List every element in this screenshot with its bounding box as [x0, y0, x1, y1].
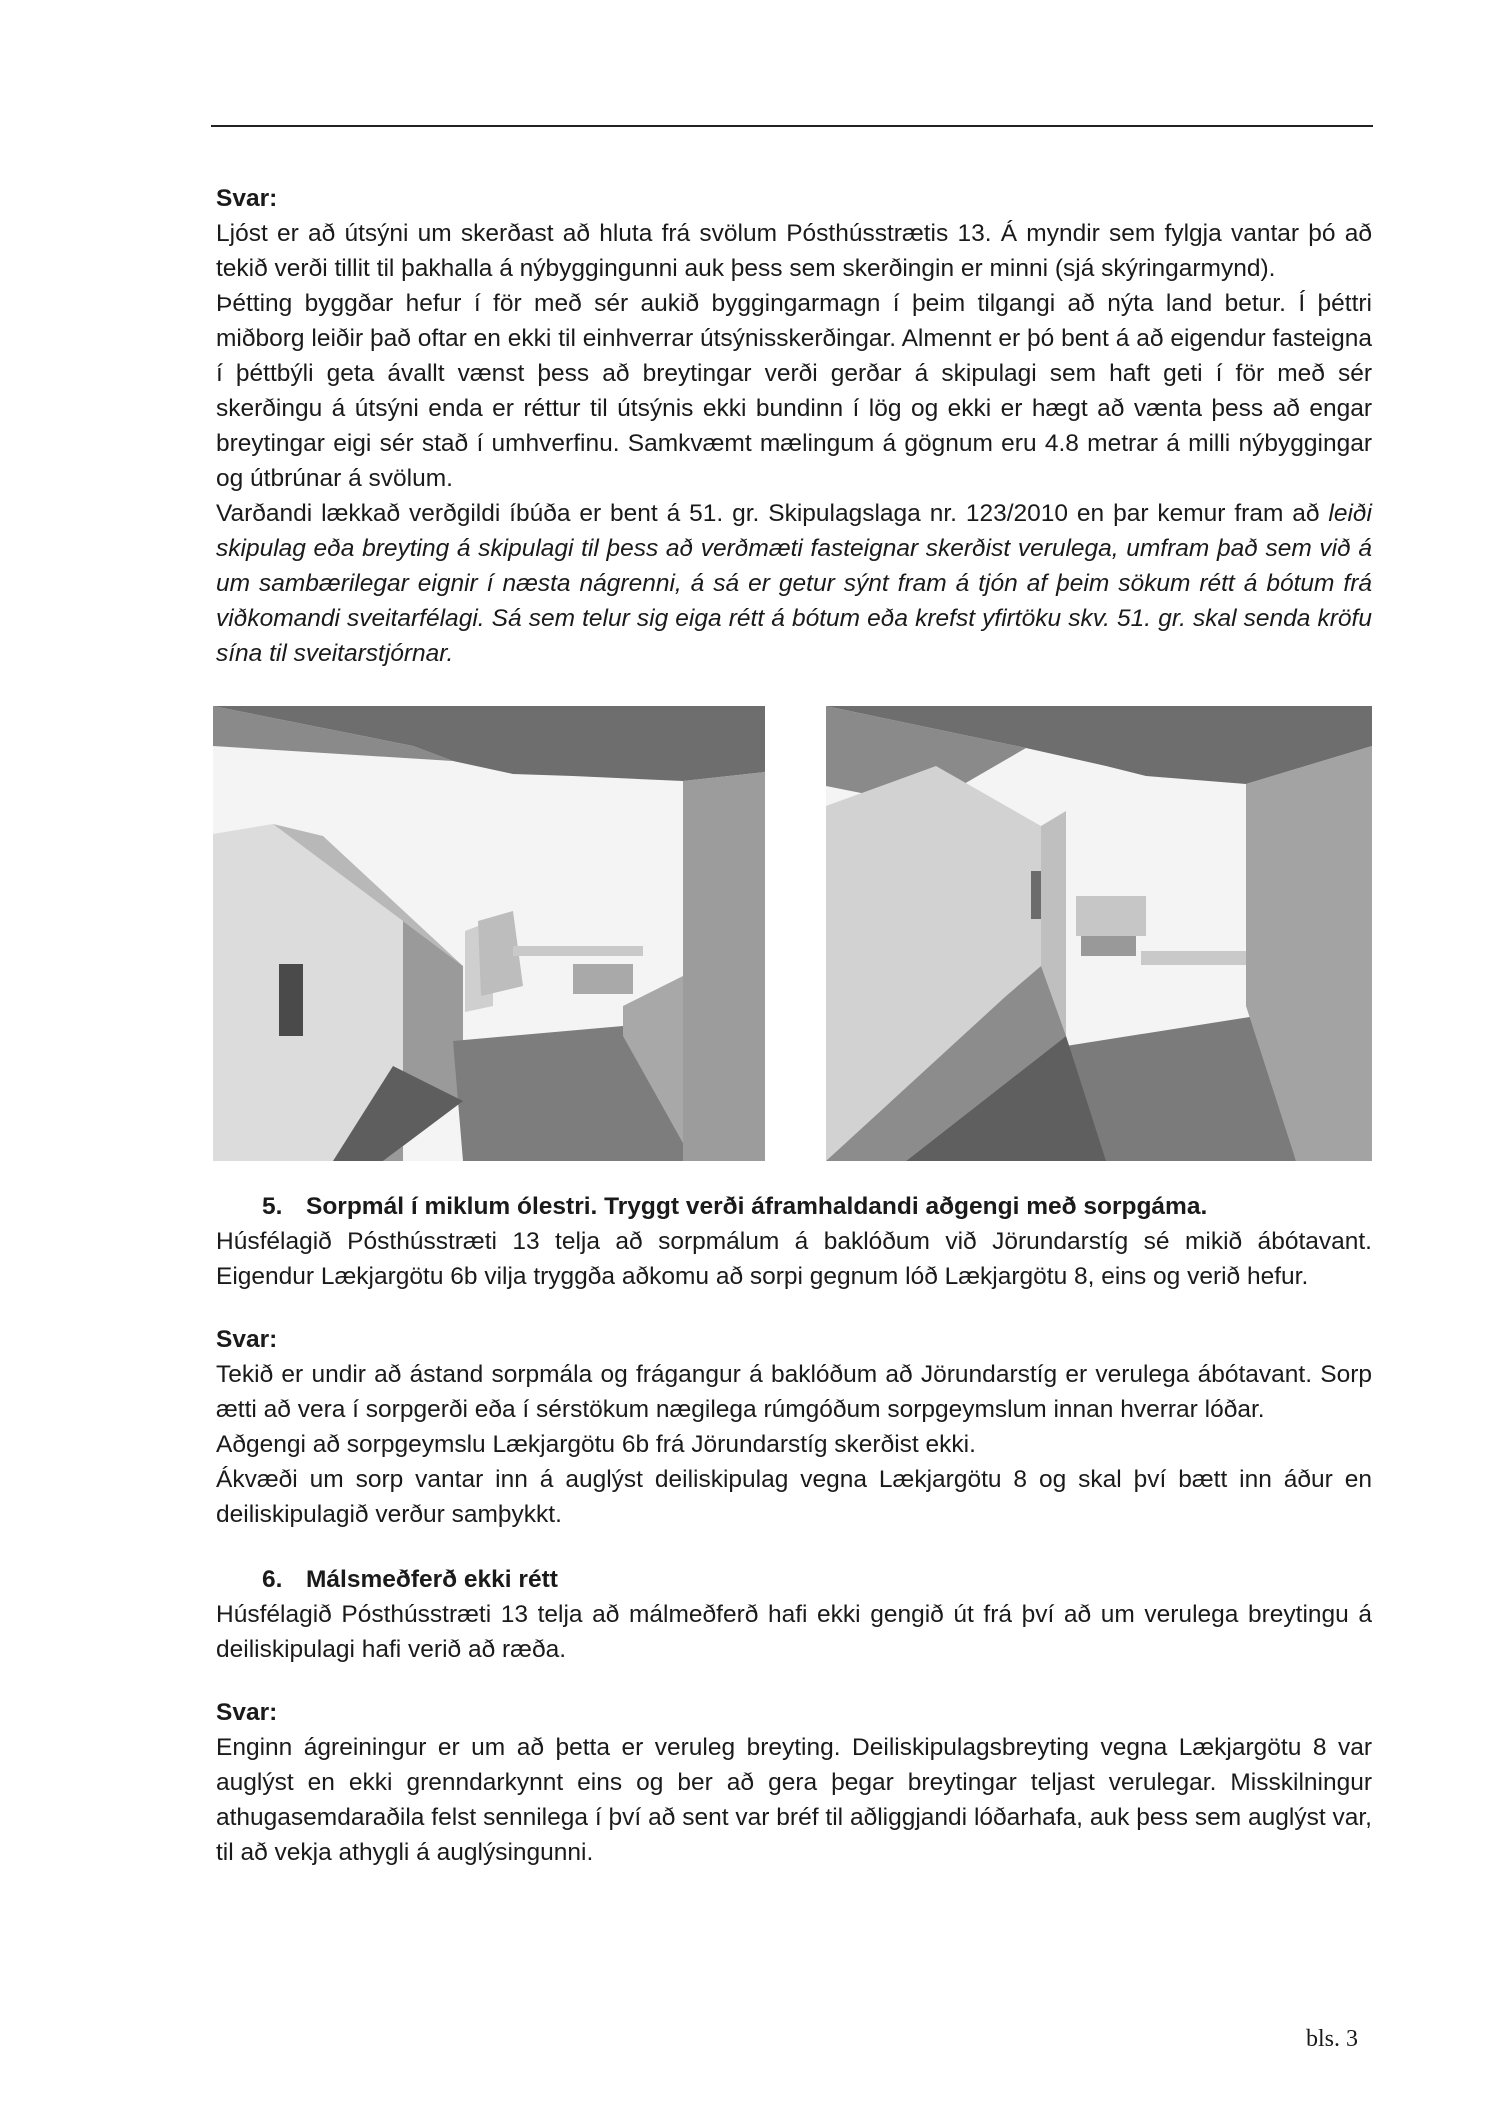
item5-body — [216, 1224, 1372, 1294]
street-view-rendering-left — [213, 706, 765, 1161]
paragraph: Húsfélagið Pósthússtræti 13 telja að málmeðferð hafi ekki gengið út frá því að um verulega breytingu á deiliskipulagi hafi verið að ræða. — [216, 1601, 1372, 1663]
street-view-rendering-right — [826, 706, 1372, 1161]
item5-answer — [216, 1322, 1372, 1532]
header-rule — [211, 125, 1373, 127]
paragraph: Húsfélagið Pósthússtræti 13 telja að sorpmálum á baklóðum við Jörundarstíg sé mikið ábótavant. Eigendur Lækjargötu 6b vilja tryggða aðkomu að sorpi gegnum lóð Lækjargötu 8, eins og verið hefur. — [216, 1228, 1372, 1290]
paragraph — [216, 496, 1372, 671]
item-title: Málsmeðferð ekki rétt — [306, 1566, 558, 1593]
paragraph: Tekið er undir að ástand sorpmála og frágangur á baklóðum að Jörundarstíg er verulega ábótavant. Sorp ætti að vera í sorpgerði eða í sérstökum nægilega rúmgóðum sorpgeymslum innan hverrar lóðar. — [216, 1361, 1372, 1423]
answer-heading: Svar: — [216, 1326, 278, 1353]
paragraph: Aðgengi að sorpgeymslu Lækjargötu 6b frá Jörundarstíg skerðist ekki. — [216, 1431, 976, 1458]
page-number: bls. 3 — [1306, 2026, 1359, 2052]
item-number: 6. — [262, 1566, 283, 1593]
paragraph: Ljóst er að útsýni um skerðast að hluta frá svölum Pósthússtrætis 13. Á myndir sem fylgja vantar þó að tekið verði tillit til þakhalla á nýbyggingunni auk þess sem skerðingin er minni (sjá skýringarmynd). — [216, 220, 1372, 282]
answer-heading: Svar: — [216, 1699, 278, 1726]
item6-answer — [216, 1695, 1372, 1870]
answer-heading: Svar: — [216, 185, 278, 212]
law-quote: leiði skipulag eða breyting á skipulagi til þess að verðmæti fasteignar skerðist verulega, umfram það sem við á um sambærilegar eignir í næsta nágrenni, á sá er getur sýnt fram á tjón af þeim sökum rétt á bótum frá viðkomandi sveitarfélagi. Sá sem telur sig eiga rétt á bótum eða krefst yfirtöku skv. 51. gr. skal senda kröfu sína til sveitarstjórnar. — [216, 500, 1372, 667]
item-title: Sorpmál í miklum ólestri. Tryggt verði áframhaldandi aðgengi með sorpgáma. — [306, 1193, 1208, 1220]
paragraph: Ákvæði um sorp vantar inn á auglýst deiliskipulag vegna Lækjargötu 8 og skal því bætt inn áður en deiliskipulagið verður samþykkt. — [216, 1466, 1372, 1528]
item-number: 5. — [262, 1193, 283, 1220]
paragraph: Þétting byggðar hefur í för með sér aukið byggingarmagn í þeim tilgangi að nýta land betur. Í þéttri miðborg leiðir það oftar en ekki til einhverrar útsýnisskerðingar. Almennt er þó bent á að eigendur fasteigna í þéttbýli geta ávallt vænst þess að breytingar verði gerðar á skipulagi sem haft geti í för með sér skerðingu á útsýni enda er réttur til útsýnis ekki bundinn í lög og ekki er hægt að vænta þess að engar breytingar eigi sér stað í umhverfinu. Samkvæmt mælingum á gögnum eru 4.8 metrar á milli nýbyggingar og útbrúnar á svölum. — [216, 290, 1372, 492]
paragraph-plain: Varðandi lækkað verðgildi íbúða er bent á 51. gr. Skipulagslaga nr. 123/2010 en þar kemur fram að — [216, 500, 1329, 527]
paragraph: Enginn ágreiningur er um að þetta er veruleg breyting. Deiliskipulagsbreyting vegna Lækjargötu 8 var auglýst en ekki grenndarkynnt eins og ber að gera þegar breytingar teljast verulegar. Misskilningur athugasemdaraðila felst sennilega í því að sent var bréf til aðliggjandi lóðarhafa, auk þess sem auglýst var, til að vekja athygli á auglýsingunni. — [216, 1734, 1372, 1866]
section1 — [216, 181, 1372, 671]
item6-body — [216, 1597, 1372, 1667]
